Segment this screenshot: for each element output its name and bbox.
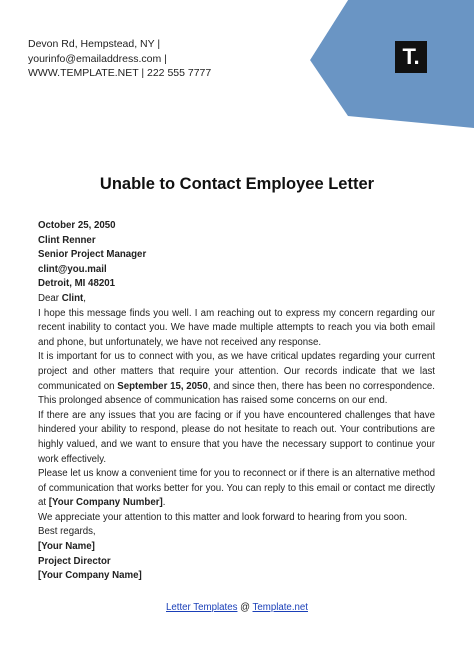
salutation-prefix: Dear <box>38 292 62 304</box>
paragraph-2 <box>38 350 435 408</box>
footer <box>0 602 474 613</box>
recipient-title: Senior Project Manager <box>38 249 147 261</box>
salutation-suffix: , <box>83 292 86 304</box>
paragraph-2-start: It is important for us to connect with you, as we have critical updates regarding your current project and other matters that require your attention. Our records indicate that we last communicated on <box>38 351 435 392</box>
recipient-city: Detroit, MI 48201 <box>38 278 115 290</box>
company-number: [Your Company Number] <box>48 497 163 509</box>
letter-templates-link[interactable]: Letter Templates <box>166 602 238 613</box>
sender-address-block <box>28 37 211 81</box>
sender-title: Project Director <box>38 555 111 567</box>
recipient-email: clint@you.mail <box>38 263 107 275</box>
address-line: Devon Rd, Hempstead, NY | <box>28 38 161 50</box>
last-contact-date: September 15, 2050 <box>117 380 208 392</box>
letter-date: October 25, 2050 <box>38 220 116 231</box>
template-net-link[interactable]: Template.net <box>252 602 308 613</box>
footer-separator: @ <box>237 602 253 613</box>
paragraph-4-end: . <box>162 497 166 509</box>
paragraph-4-start: Please let us know a convenient time for you to reconnect or if there is an alternative method of communication that works better for you. You can reply to this email or contact me directly at <box>38 468 435 509</box>
brand-logo: T. <box>395 41 427 73</box>
closing: Best regards, <box>38 526 96 538</box>
salutation <box>38 292 435 307</box>
paragraph-3: If there are any issues that you are facing or if you have encountered challenges that have hindered your ability to respond, please do not hesitate to reach out. Your contributions are highly valued, and we want to ensure that you have the necessary support to continue your work effectively. <box>38 409 435 465</box>
paragraph-2-end: , and since then, there has been no correspondence. This prolonged absence of communication has raised some concerns on our end. <box>38 380 435 407</box>
paragraph-1: I hope this message finds you well. I am reaching out to express my concern regarding our recent inability to contact you. We have made multiple attempts to reach you via both email and phone, but unfortunately, we have not received any response. <box>38 307 435 348</box>
document-title: Unable to Contact Employee Letter <box>99 175 375 193</box>
recipient-name: Clint Renner <box>38 234 96 246</box>
header-decoration <box>304 0 474 128</box>
letter-body <box>38 219 435 584</box>
email-line: yourinfo@emailaddress.com | <box>28 52 167 65</box>
sender-company: [Your Company Name] <box>38 570 142 582</box>
website-phone-line: WWW.TEMPLATE.NET | 222 555 7777 <box>28 67 212 79</box>
paragraph-5: We appreciate your attention to this matter and look forward to hearing from you soon. <box>38 511 408 523</box>
paragraph-4 <box>38 467 435 511</box>
salutation-name: Clint <box>61 292 84 304</box>
sender-name: [Your Name] <box>38 541 95 553</box>
